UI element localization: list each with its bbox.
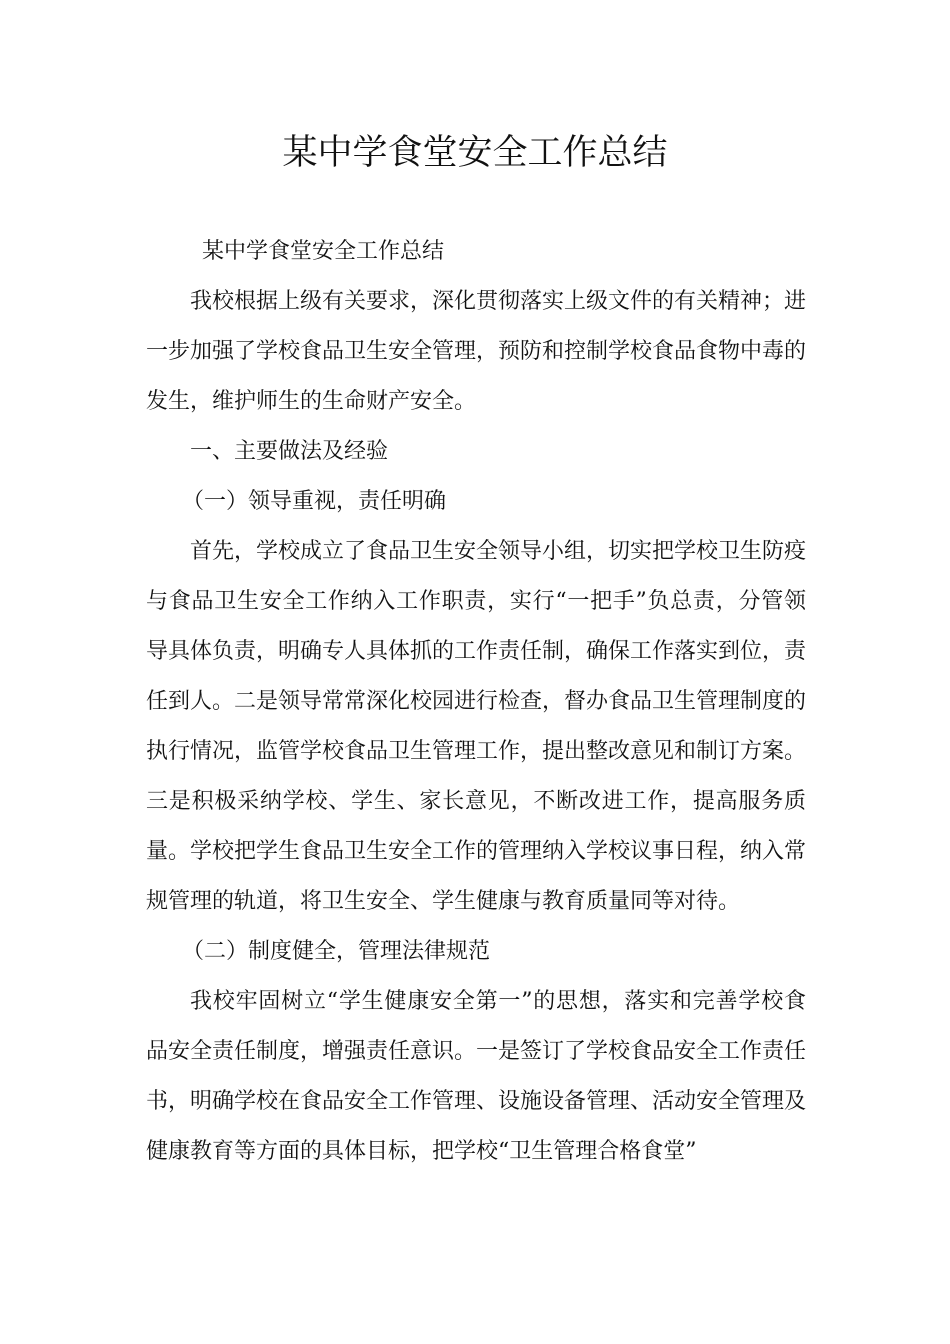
document-body xyxy=(146,227,806,1177)
subsection-heading-2: （二）制度健全，管理法律规范 xyxy=(182,939,491,964)
subsection-heading-1: （一）领导重视，责任明确 xyxy=(182,489,447,514)
subsection-paragraph-1: 首先，学校成立了食品卫生安全领导小组，切实把学校卫生防疫与食品卫生安全工作纳入工作职责，实行“一把手”负总责，分管领导具体负责，明确专人具体抓的工作责任制，确保工作落实到位，责任到人。二是领导常常深化校园进行检查，督办食品卫生管理制度的执行情况，监管学校食品卫生管理工作，提出整改意见和制订方案。三是积极采纳学校、学生、家长意见，不断改进工作，提高服务质量。学校把学生食品卫生安全工作的管理纳入学校议事日程，纳入常规管理的轨道，将卫生安全、学生健康与教育质量同等对待。 xyxy=(146,539,807,914)
intro-paragraph: 我校根据上级有关要求，深化贯彻落实上级文件的有关精神；进一步加强了学校食品卫生安全管理，预防和控制学校食品食物中毒的发生，维护师生的生命财产安全。 xyxy=(146,289,807,414)
body-subtitle: 某中学食堂安全工作总结 xyxy=(202,239,445,264)
subsection-paragraph-2: 我校牢固树立“学生健康安全第一”的思想，落实和完善学校食品安全责任制度，增强责任意识。一是签订了学校食品安全工作责任书，明确学校在食品安全工作管理、设施设备管理、活动安全管理及健康教育等方面的具体目标，把学校“卫生管理合格食堂” xyxy=(146,989,807,1164)
section-heading: 一、主要做法及经验 xyxy=(190,439,389,464)
document-title: 某中学食堂安全工作总结 xyxy=(282,133,668,173)
